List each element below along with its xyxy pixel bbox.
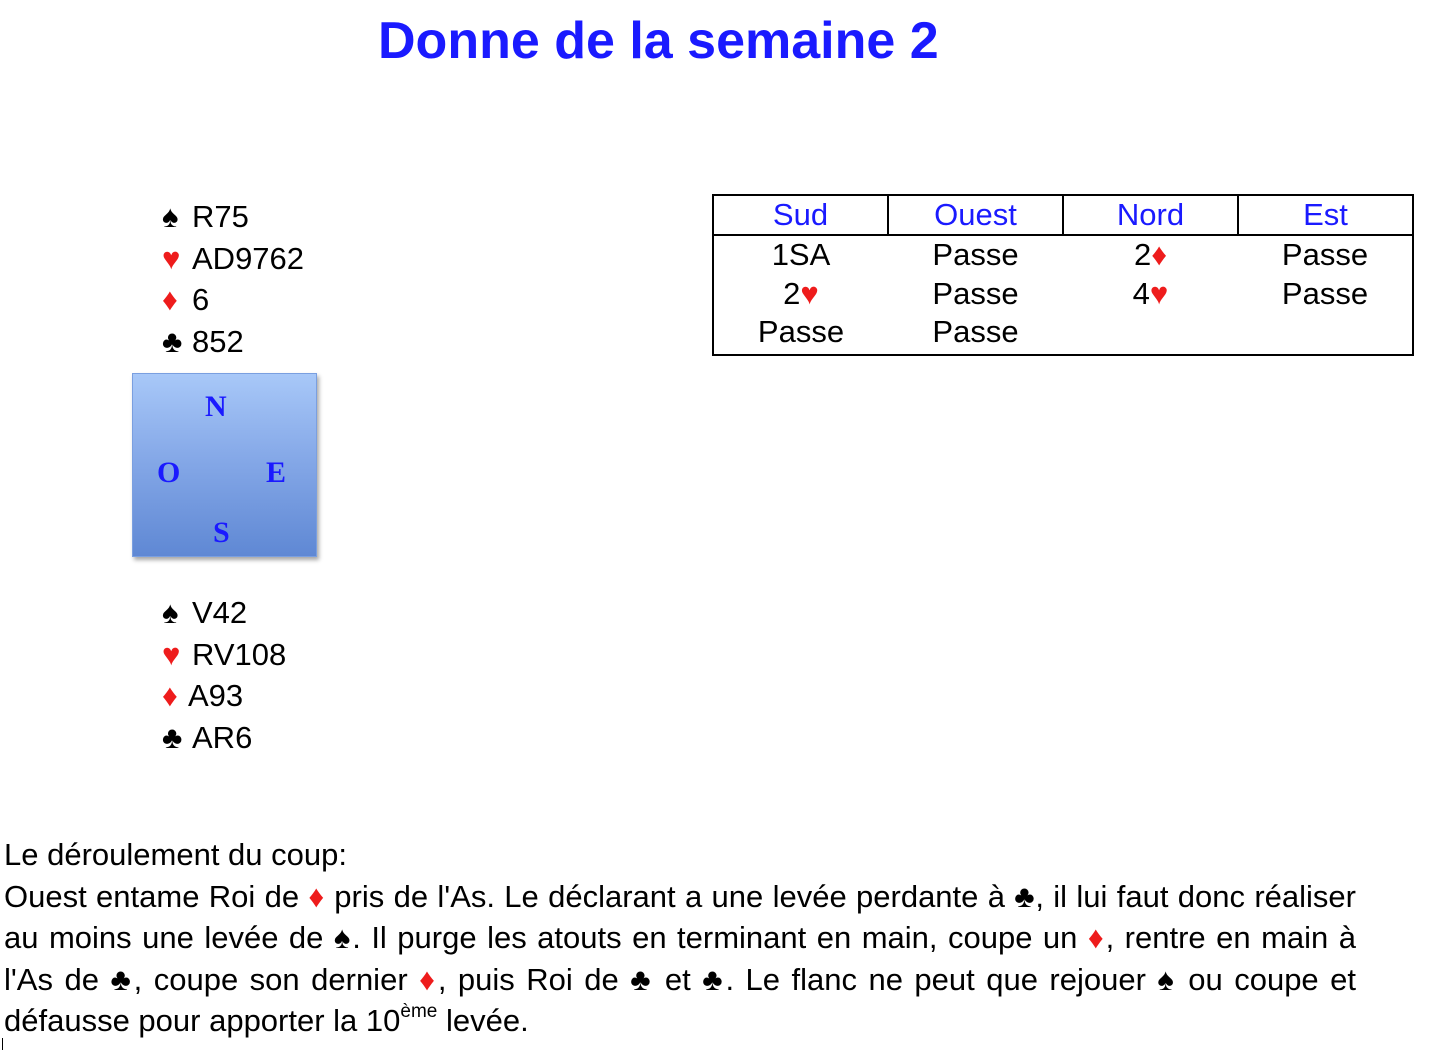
bid-cell: 1SA [771,237,831,272]
spade-icon: ♠ [162,595,179,630]
spade-icon: ♠ [333,920,353,955]
diamond-icon: ♦ [162,282,178,317]
club-icon: ♣ [1014,878,1036,914]
bid-cell [1063,313,1238,355]
north-spades-cards: R75 [192,199,249,234]
compass-west: O [157,456,181,489]
bidding-row [713,313,1413,355]
bid-cell: 2♦ [1133,237,1168,272]
south-clubs [162,717,286,759]
diamond-icon: ♦ [1151,237,1168,272]
spade-icon: ♠ [1157,961,1177,997]
header-nord: Nord [1063,195,1238,235]
south-clubs-cards: AR6 [192,719,253,755]
bid-cell: Passe [932,314,1019,349]
heart-icon: ♥ [162,636,181,672]
bid-cell: 2♥ [783,275,819,311]
play-description [4,834,1356,1042]
north-clubs [162,321,304,363]
header-sud: Sud [713,195,888,235]
diamond-icon: ♦ [1087,920,1106,955]
south-hearts [162,634,286,676]
heart-icon: ♥ [1149,275,1169,311]
bid-cell: Passe [757,314,845,349]
bidding-table [712,194,1414,356]
bidding-row [713,275,1413,314]
bidding-header-row [713,195,1413,235]
south-spades-cards: V42 [192,595,248,630]
bidding-row [713,235,1413,275]
spade-icon: ♠ [162,199,179,234]
club-icon: ♣ [162,323,183,359]
bid-cell: Passe [932,237,1019,272]
bid-cell: 4♥ [1132,275,1169,311]
club-icon: ♣ [702,961,726,997]
north-hand [162,196,304,362]
diamond-icon: ♦ [419,961,438,997]
header-ouest: Ouest [888,195,1063,235]
south-hearts-cards: RV108 [192,636,287,672]
club-icon: ♣ [110,961,134,997]
text-cursor [2,1038,3,1050]
compass-box [132,373,317,557]
header-est: Est [1238,195,1413,235]
bid-cell: Passe [1281,275,1369,311]
north-diamonds [162,279,304,321]
south-spades [162,592,286,634]
south-diamonds [162,675,286,717]
description-heading: Le déroulement du coup: [4,837,347,872]
compass-south: S [213,516,230,549]
compass-east: E [266,456,287,489]
diamond-icon: ♦ [308,878,325,914]
page-title: Donne de la semaine 2 [378,12,939,70]
north-clubs-cards: 852 [192,323,244,359]
north-spades [162,196,304,238]
club-icon: ♣ [630,961,654,997]
bid-cell [1238,313,1413,355]
club-icon: ♣ [162,719,183,755]
north-hearts-cards: AD9762 [192,240,305,276]
north-diamonds-cards: 6 [192,282,210,317]
diamond-icon: ♦ [162,678,178,713]
north-hearts [162,238,304,280]
heart-icon: ♥ [800,275,819,311]
bid-cell: Passe [1281,237,1369,272]
bid-cell: Passe [932,275,1019,311]
south-hand [162,592,286,758]
compass-north: N [205,390,227,423]
heart-icon: ♥ [162,240,181,276]
description-text: Ouest entame Roi de ♦ pris de l'As. Le déclarant a une levée perdante à ♣, il lui faut donc réaliser au moins une levée de ♠. Il purge les atouts en terminant en main, coupe un ♦, rentre en main à l'As de ♣, coupe son dernier ♦, puis Roi de ♣ et ♣. Le flanc ne peut que rejouer ♠ ou coupe et défausse pour apporter la 10ème levée. [4,878,1357,1038]
south-diamonds-cards: A93 [188,678,244,713]
